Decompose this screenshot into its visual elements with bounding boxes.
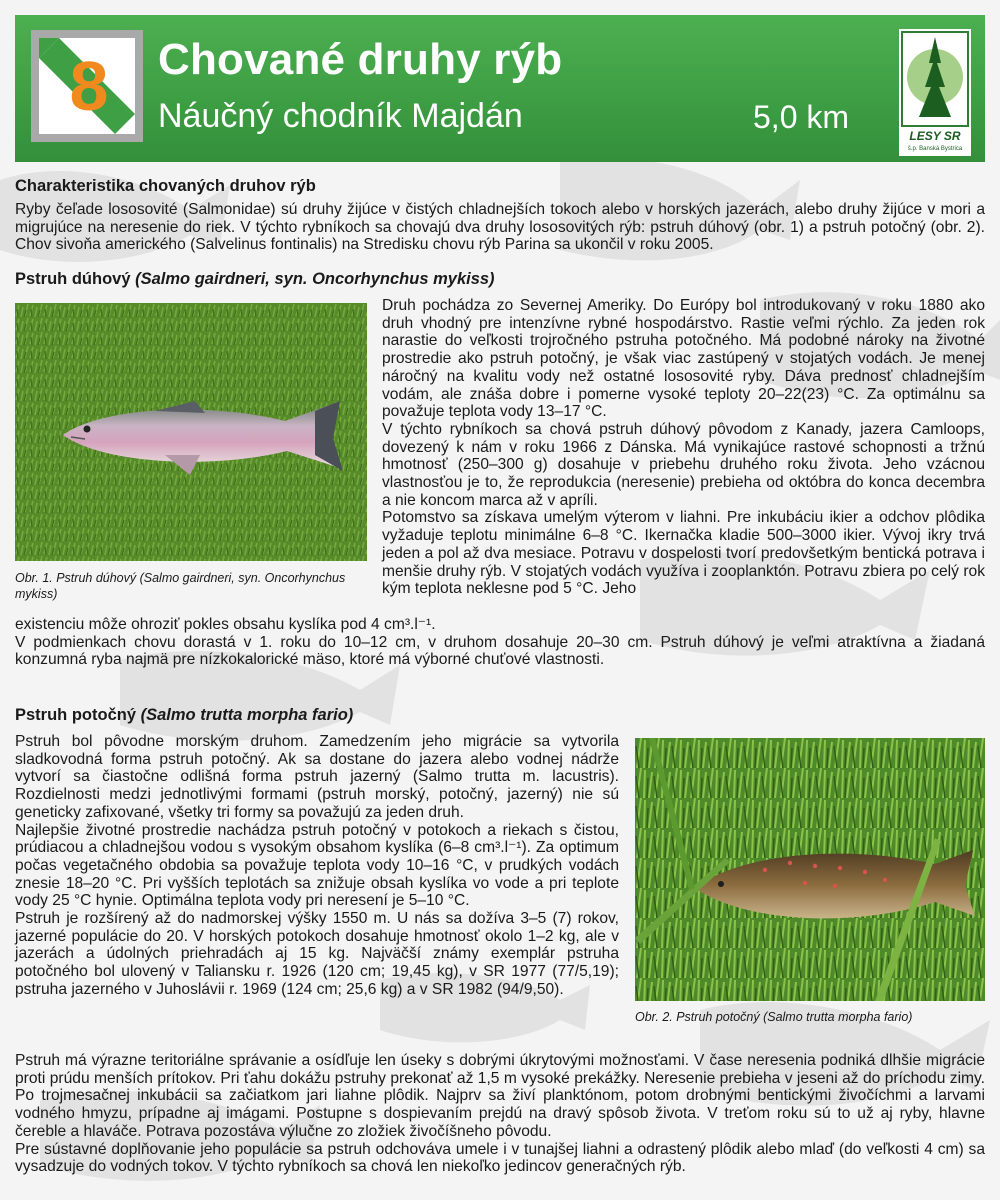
brown-text-column [15,733,619,999]
trail-distance: 5,0 km [753,99,850,135]
rainbow-paragraph: Druh pochádza zo Severnej Ameriky. Do Európy bol introdukovaný v roku 1880 ako druh vhodný pre intenzívne rybné hospodárstvo. Rastie veľmi rýchlo. Za jeden rok narastie do veľkosti trojročného pstruha potočného. Má podobné nároky na životné prostredie ako pstruh potočný, je však viac zastúpený v stojatých vodách. Je menej náročný na kvalitu vody než ostatné lososovité ryby. Dáva prednosť chladnejším vodám, ale znáša dobre i pomerne vysoké teploty 20–22(23) °C. Za optimálnu sa považuje teplota vody 13–17 °C. [382,297,985,421]
trail-name: Náučný chodník Majdán [158,97,523,135]
rainbow-heading-latin: (Salmo gairdneri, syn. Oncorhynchus mykiss) [135,270,495,288]
rainbow-trout-photo [15,303,367,561]
rainbow-paragraph: existenciu môže ohroziť pokles obsahu kyslíka pod 4 cm³.l⁻¹. [15,616,436,633]
brown-trout-photo [635,738,985,1001]
rainbow-paragraph: V týchto rybníkoch sa chová pstruh dúhový pôvodom z Kanady, jazera Camloops, dovezený k nám v roku 1966 z Dánska. Má vynikajúce rastové schopnosti a tržnú hmotnosť (250–300 g) dosahuje v priebehu druhého roku života. Jeho vzácnou vlastnosťou je to, že reprodukcia (neresenie) prebieha od októbra do konca decembra a nie koncom marca až v apríli. [382,420,985,509]
brown-paragraph: Najlepšie životné prostredie nachádza pstruh potočný v potokoch a riekach s čistou, prúdiacou a chladnejšou vodou s vysokým obsahom kyslíka (6–8 cm³.l⁻¹). Za optimum počas vegetačného obdobia sa považuje teplota vody 10–16 °C, v prudkých vodách znesie 18–20 °C. Pri vyšších teplotách sa znižuje obsah kyslíka vo vode a pri teplote vody 25 °C hynie. Optimálna teplota vody pri neresení je 5–10 °C. [15,821,619,910]
brown-paragraph: Pstruh bol pôvodne morským druhom. Zamedzením jeho migrácie sa vytvorila sladkovodná forma pstruh potočný. Ak sa dostane do jazera alebo vodnej nádrže vytvorí sa čiastočne odlišná forma pstruh jazerný (Salmo trutta m. lacustris). Rozdielnosti medzi jednotlivými formami (pstruh morský, potočný, jazerný) nie sú geneticky zafixované, všetky tri formy sa považujú za jeden druh. [15,733,619,821]
header-banner [15,15,985,162]
brown-heading-latin: (Salmo trutta morpha fario) [140,706,354,724]
lesy-sr-logo [899,29,971,156]
rainbow-heading [15,270,495,289]
rainbow-paragraph: V podmienkach chovu dorastá v 1. roku do 10–12 cm, v druhom dosahuje 20–30 cm. Pstruh dúhový je veľmi atraktívna a žiadaná konzumná ryba najmä pre nízkokalorické mäso, ktoré má výborné chuťové vlastnosti. [15,633,985,669]
brown-text-full [15,1052,985,1176]
stop-number: 8 [69,47,109,125]
brown-paragraph: Pstruh je rozšírený až do nadmorskej výšky 1550 m. U nás sa dožíva 3–5 (7) rokov, jazerné populácie do 20. V horských potokoch dosahuje hmotnosť okolo 1–2 kg, ale v jazerách a údolných priehradách aj 15 kg. Najväčší známy exemplár pstruha potočného bol ulovený v Taliansku r. 1926 (120 cm; 19,45 kg), v SR 1977 (77/5,19); pstruha jazerného v Juhoslávii r. 1969 (124 cm; 25,6 kg) a v SR 1982 (94/9,50). [15,910,619,998]
intro-paragraph: Ryby čeľade lososovité (Salmonidae) sú druhy žijúce v čistých chladnejších tokoch alebo v horských jazerách, alebo druhy žijúce v mori a migrujúce na neresenie do riek. V týchto rybníkoch sa chovajú dva druhy lososovitých rýb: pstruh dúhový (obr. 1) a pstruh potočný (obr. 2). Chov sivoňa amerického (Salvelinus fontinalis) na Stredisku chovu rýb Parina sa ukončil v roku 2005. [15,201,985,254]
brown-heading [15,706,353,725]
logo-subtext: š.p. Banská Bystrica [907,146,963,152]
stop-number-logo [31,30,143,142]
brown-heading-name: Pstruh potočný [15,706,137,724]
intro-heading: Charakteristika chovaných druhov rýb [15,177,316,195]
rainbow-paragraph: Potomstvo sa získava umelým výterom v liahni. Pre inkubáciu ikier a odchov plôdika vyžaduje teplotu minimálne 6–8 °C. Ikernačka kladie 500–3000 ikier. Vývoj ikry trvá jeden a pol až dva mesiace. Potravu v dospelosti tvorí predovšetkým bentická potrava i menšie druhy rýb. V stojatých vodách využíva i zooplanktón. Potravu zbiera po celý rok kým teplota neklesne pod 5 °C. Jeho [382,509,985,598]
brown-paragraph: Pstruh má výrazne teritoriálne správanie a osídľuje len úseky s dobrými úkrytovými možnosťami. V čase neresenia podniká dlhšie migrácie proti prúdu menších prítokov. Pri ťahu dokážu pstruhy prekonať až 1,5 m vysoké prekážky. Neresenie prebieha v jeseni až do príchodu zimy. Po trojmesačnej inkubácii sa začiatkom jari liahne plôdik. Najprv sa živí planktónom, potom drobnými bentickými živočíchmi a larvami vodného hmyzu, prípadne aj imágami. Postupne s dospievaním prejdú na dravý spôsob života. V treťom roku sú to už aj ryby, hlavne čereble a hlaváče. Potrava pozostáva výlučne zo zložiek živočíšneho pôvodu. [15,1052,985,1140]
rainbow-heading-name: Pstruh dúhový [15,270,131,288]
rainbow-text-full [15,616,985,669]
rainbow-caption: Obr. 1. Pstruh dúhový (Salmo gairdneri, syn. Oncorhynchus mykiss) [15,571,346,601]
intro-text [15,201,985,254]
brown-paragraph: Pre sústavné doplňovanie jeho populácie sa pstruh odchováva umele i v tunajšej liahni a odrastený plôdik alebo mlaď (do veľkosti 4 cm) sa vysadzuje do vodných tokov. V týchto rybníkoch sa chová len niekoľko jedincov generačných rýb. [15,1140,985,1176]
logo-text: LESY SR [909,129,961,143]
brown-caption: Obr. 2. Pstruh potočný (Salmo trutta morpha fario) [635,1010,913,1024]
page-title: Chované druhy rýb [158,35,563,84]
rainbow-text-column [382,297,985,598]
